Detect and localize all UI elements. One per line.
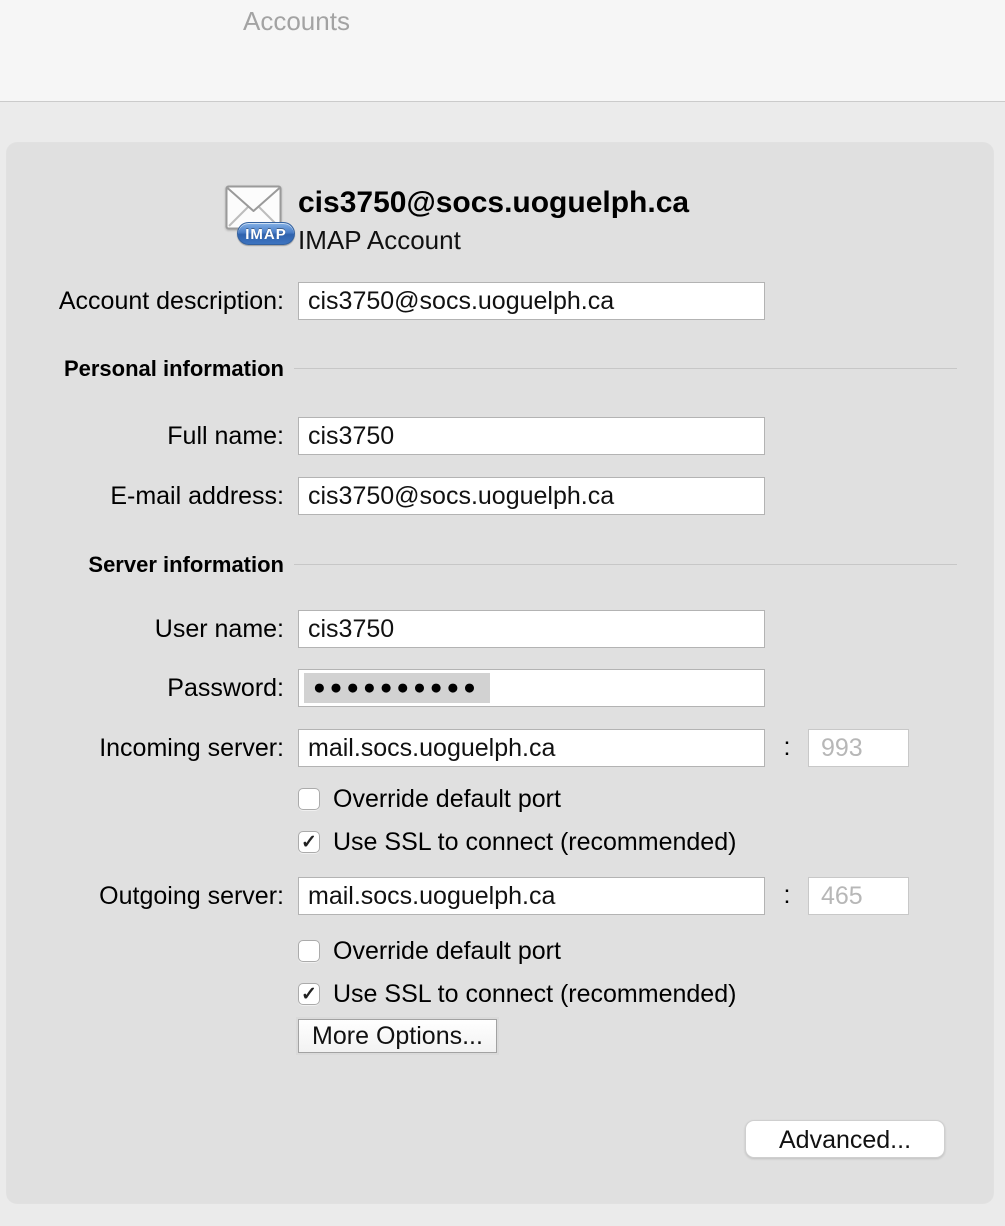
personal-information-divider [294,368,957,369]
more-options-button[interactable]: More Options... [298,1019,497,1053]
user-name-label: User name: [154,615,284,643]
advanced-button[interactable]: Advanced... [745,1120,945,1158]
outgoing-use-ssl-checkbox[interactable] [298,983,320,1005]
incoming-use-ssl-label: Use SSL to connect (recommended) [333,828,737,856]
outgoing-server-input[interactable] [298,877,765,915]
imap-account-icon [225,185,285,247]
account-title: cis3750@socs.uoguelph.ca [298,186,690,219]
incoming-override-port-label: Override default port [333,785,561,813]
account-description-label: Account description: [58,287,284,315]
password-label: Password: [167,674,284,702]
personal-information-heading: Personal information [63,356,284,381]
account-settings-panel [7,143,993,1203]
outgoing-override-port-label: Override default port [333,937,561,965]
user-name-input[interactable] [298,610,765,648]
outgoing-port-input[interactable] [808,877,909,915]
window-titlebar [0,0,1005,102]
account-description-input[interactable] [298,282,765,320]
server-information-divider [294,564,957,565]
outgoing-use-ssl-label: Use SSL to connect (recommended) [333,980,737,1008]
password-selection-highlight [304,673,490,703]
email-address-input[interactable] [298,477,765,515]
full-name-label: Full name: [167,422,284,450]
server-information-heading: Server information [88,552,284,577]
incoming-server-label: Incoming server: [99,734,284,762]
email-address-label: E-mail address: [110,482,284,510]
incoming-port-input[interactable] [808,729,909,767]
window-title: Accounts [243,6,350,36]
checkmark-icon: ✓ [301,832,317,853]
password-masked-dots: ●●●●●●●●●● [313,676,480,699]
account-type-subtitle: IMAP Account [298,225,461,255]
incoming-server-input[interactable] [298,729,765,767]
outgoing-override-port-checkbox[interactable] [298,940,320,962]
checkmark-icon: ✓ [301,984,317,1005]
outgoing-server-label: Outgoing server: [99,882,284,910]
password-input[interactable] [298,669,765,707]
full-name-input[interactable] [298,417,765,455]
incoming-use-ssl-checkbox[interactable] [298,831,320,853]
incoming-override-port-checkbox[interactable] [298,788,320,810]
outgoing-port-separator: : [783,881,791,909]
imap-badge: IMAP [237,222,295,245]
incoming-port-separator: : [783,733,791,761]
